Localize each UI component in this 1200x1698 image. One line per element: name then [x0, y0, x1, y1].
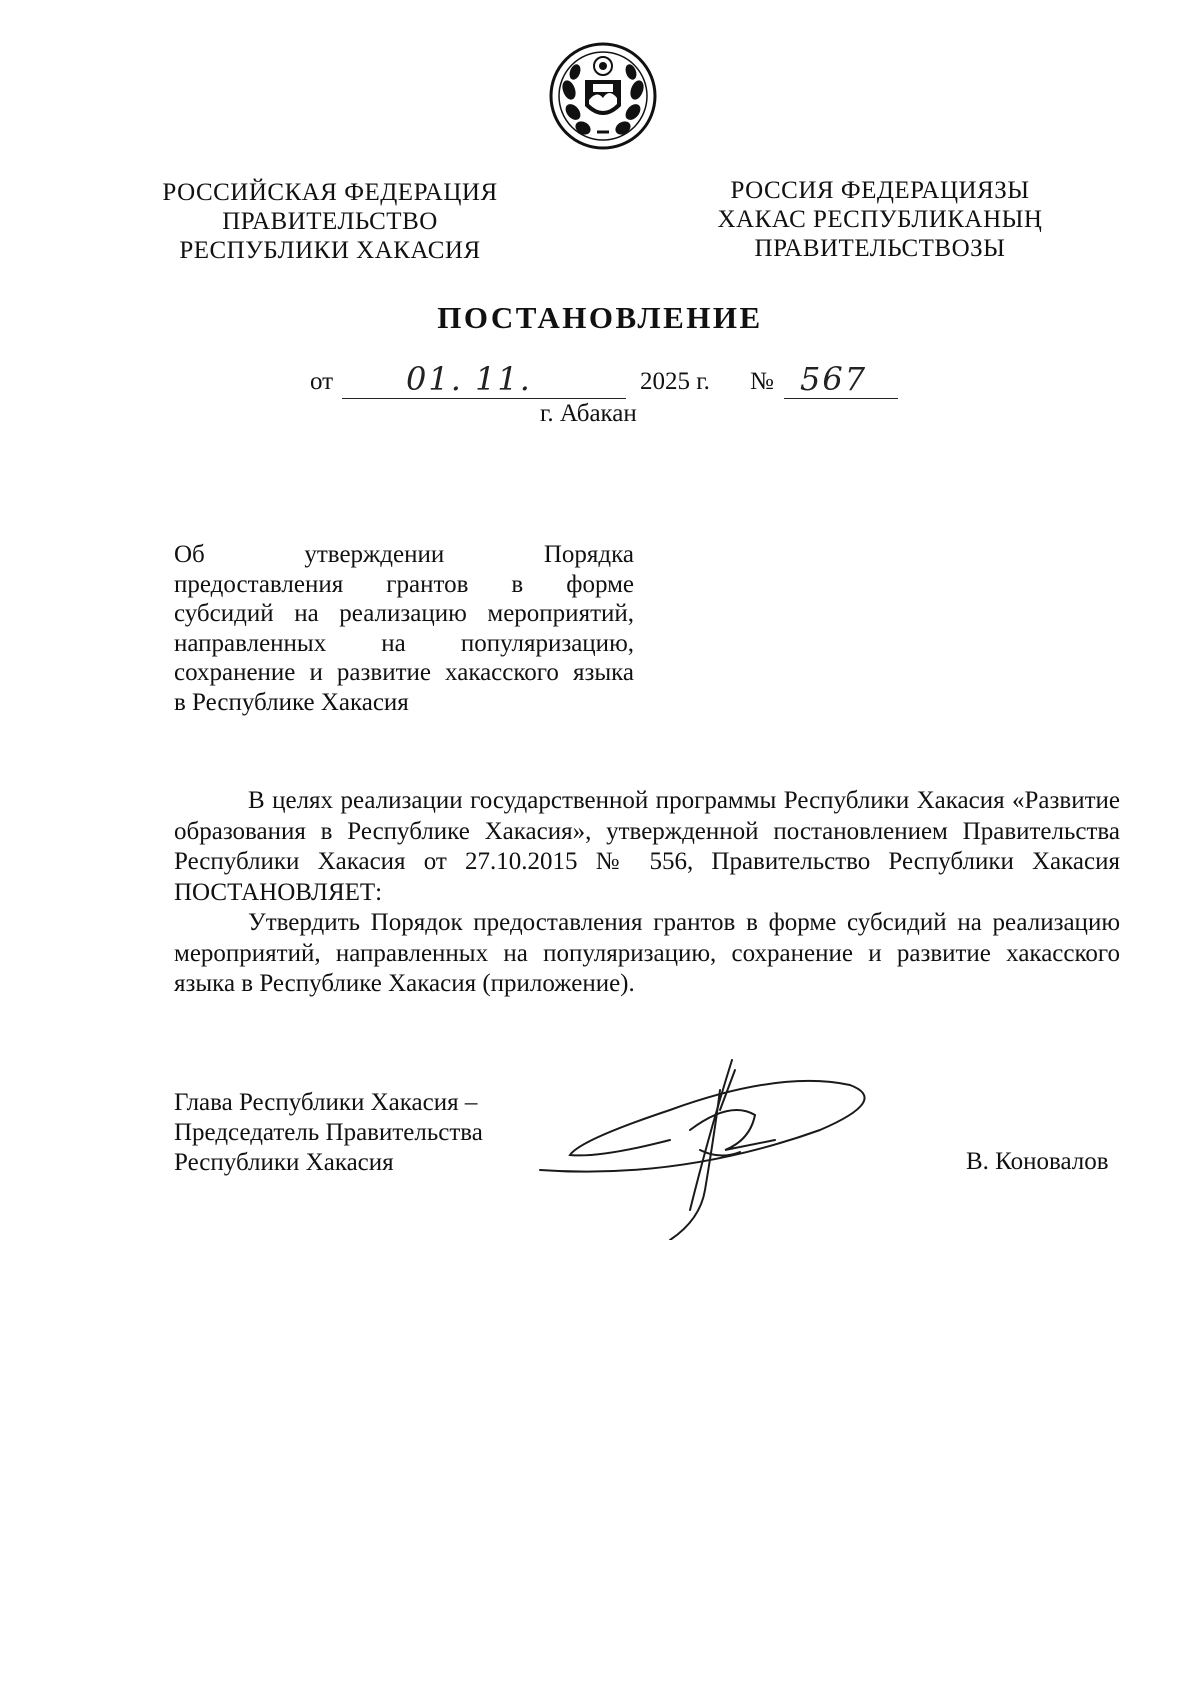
- header-right-line1: РОССИЯ ФЕДЕРАЦИЯЗЫ: [730, 177, 1030, 204]
- coat-of-arms-icon: [547, 40, 659, 152]
- number-underline: [784, 398, 898, 399]
- date-handwritten: 01. 11.: [406, 360, 532, 398]
- header-left-line1: РОССИЙСКАЯ ФЕДЕРАЦИЯ: [162, 179, 498, 206]
- subject-line: Об утверждении Порядка: [174, 541, 634, 568]
- subject-line: субсидий на реализацию мероприятий,: [174, 600, 634, 627]
- subject-line: в Республике Хакасия: [174, 688, 409, 716]
- header-right: [690, 176, 1070, 263]
- number-prefix: №: [750, 368, 774, 395]
- subject-line: сохранение и развитие хакасского языка: [174, 659, 634, 686]
- body-paragraph: В целях реализации государственной программы Республики Хакасия «Развитие образования в Республике Хакасия», утвержденной постановлением Правительства Республики Хакасия от 27.10.2015 № 556, Правительство Республики Хакасия ПОСТАНОВЛЯЕТ:: [174, 787, 1120, 906]
- signatory-position: [174, 1088, 483, 1178]
- city: г. Абакан: [540, 400, 637, 427]
- signatory-position-line2: Председатель Правительства: [174, 1119, 483, 1146]
- header-left-line3: РЕСПУБЛИКИ ХАКАСИЯ: [179, 237, 481, 264]
- date-prefix: от: [310, 368, 334, 395]
- signatory-position-line3: Республики Хакасия: [174, 1149, 394, 1176]
- date-underline: [342, 398, 626, 399]
- header-right-line2: ХАКАС РЕСПУБЛИКАНЫҢ: [717, 206, 1043, 233]
- header-left: [160, 178, 500, 265]
- subject-line: предоставления грантов в форме: [174, 570, 634, 598]
- body-paragraph: Утвердить Порядок предоставления грантов в форме субсидий на реализацию мероприятий, направленных на популяризацию, сохранение и развитие хакасского языка в Республике Хакасия (приложение).: [174, 909, 1120, 997]
- subject-line: направленных на популяризацию,: [174, 629, 634, 657]
- date-year: 2025 г.: [640, 368, 710, 395]
- signatory-position-line1: Глава Республики Хакасия –: [174, 1089, 478, 1116]
- document-title: ПОСТАНОВЛЕНИЕ: [437, 300, 763, 335]
- header-left-line2: ПРАВИТЕЛЬСТВО: [222, 208, 438, 235]
- handwritten-signature-icon: [520, 1040, 920, 1240]
- signatory-name: В. Коновалов: [966, 1148, 1109, 1175]
- number-handwritten: 567: [800, 360, 868, 398]
- body-text: [174, 786, 1120, 1000]
- subject-block: [174, 540, 634, 717]
- header-right-line3: ПРАВИТЕЛЬСТВОЗЫ: [754, 235, 1006, 262]
